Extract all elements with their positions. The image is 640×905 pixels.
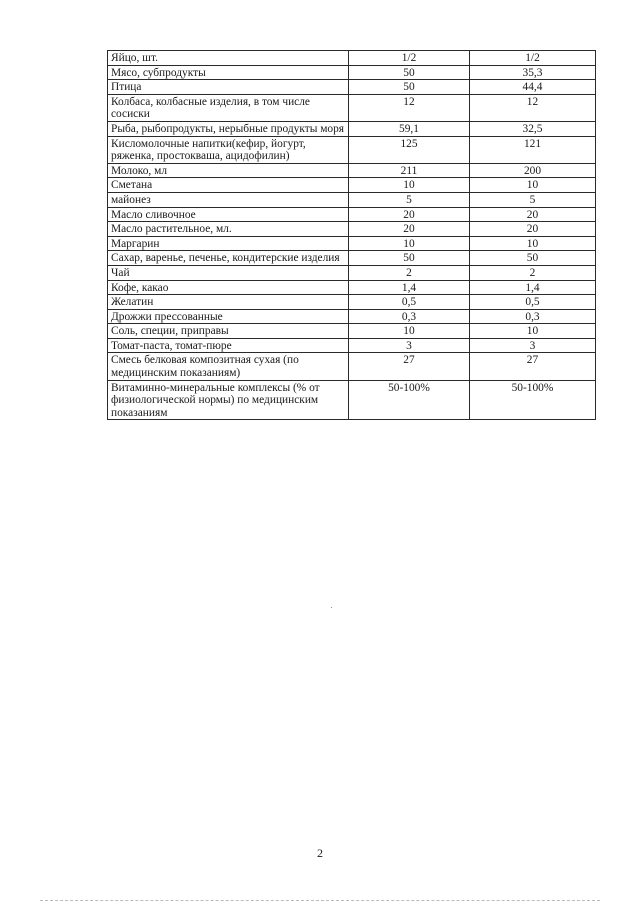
value-cell-2: 27	[470, 353, 596, 380]
value-cell-2: 121	[470, 136, 596, 163]
value-cell-1: 10	[349, 178, 470, 193]
value-cell-1: 20	[349, 222, 470, 237]
product-name-cell: Соль, специи, приправы	[108, 324, 349, 339]
product-name-cell: Молоко, мл	[108, 163, 349, 178]
product-name-cell: Сахар, варенье, печенье, кондитерские изделия	[108, 251, 349, 266]
value-cell-2: 0,3	[470, 309, 596, 324]
product-name-cell: Масло растительное, мл.	[108, 222, 349, 237]
value-cell-1: 5	[349, 192, 470, 207]
product-name-cell: Смесь белковая композитная сухая (по медицинским показаниям)	[108, 353, 349, 380]
value-cell-1: 50	[349, 251, 470, 266]
value-cell-1: 50-100%	[349, 380, 470, 420]
table-row	[108, 295, 596, 310]
table-row	[108, 236, 596, 251]
value-cell-2: 2	[470, 265, 596, 280]
value-cell-2: 32,5	[470, 121, 596, 136]
table-row	[108, 192, 596, 207]
value-cell-1: 0,3	[349, 309, 470, 324]
value-cell-1: 27	[349, 353, 470, 380]
product-name-cell: майонез	[108, 192, 349, 207]
value-cell-1: 0,5	[349, 295, 470, 310]
table-row	[108, 136, 596, 163]
value-cell-2: 200	[470, 163, 596, 178]
table-row	[108, 51, 596, 66]
product-name-cell: Дрожжи прессованные	[108, 309, 349, 324]
value-cell-1: 10	[349, 236, 470, 251]
table-row	[108, 65, 596, 80]
table-row	[108, 207, 596, 222]
table-row	[108, 163, 596, 178]
product-name-cell: Масло сливочное	[108, 207, 349, 222]
value-cell-1: 10	[349, 324, 470, 339]
product-name-cell: Кофе, какао	[108, 280, 349, 295]
value-cell-2: 10	[470, 178, 596, 193]
value-cell-1: 20	[349, 207, 470, 222]
value-cell-2: 5	[470, 192, 596, 207]
table-row	[108, 338, 596, 353]
value-cell-2: 20	[470, 222, 596, 237]
product-name-cell: Томат-паста, томат-пюре	[108, 338, 349, 353]
value-cell-1: 12	[349, 94, 470, 121]
value-cell-1: 50	[349, 80, 470, 95]
product-name-cell: Кисломолочные напитки(кефир, йогурт, ряженка, простокваша, ацидофилин)	[108, 136, 349, 163]
value-cell-1: 2	[349, 265, 470, 280]
value-cell-2: 3	[470, 338, 596, 353]
value-cell-2: 50-100%	[470, 380, 596, 420]
scan-edge-line	[40, 900, 600, 901]
value-cell-2: 0,5	[470, 295, 596, 310]
value-cell-1: 1,4	[349, 280, 470, 295]
product-name-cell: Витаминно-минеральные комплексы (% от физиологической нормы) по медицинским показаниям	[108, 380, 349, 420]
value-cell-2: 10	[470, 324, 596, 339]
value-cell-2: 50	[470, 251, 596, 266]
table-row	[108, 265, 596, 280]
product-name-cell: Яйцо, шт.	[108, 51, 349, 66]
value-cell-1: 3	[349, 338, 470, 353]
product-name-cell: Рыба, рыбопродукты, нерыбные продукты моря	[108, 121, 349, 136]
page-number: 2	[317, 846, 323, 860]
table-row	[108, 280, 596, 295]
product-name-cell: Мясо, субпродукты	[108, 65, 349, 80]
value-cell-2: 35,3	[470, 65, 596, 80]
table-row	[108, 94, 596, 121]
table-row	[108, 324, 596, 339]
table-row	[108, 121, 596, 136]
value-cell-2: 44,4	[470, 80, 596, 95]
product-name-cell: Маргарин	[108, 236, 349, 251]
product-name-cell: Птица	[108, 80, 349, 95]
value-cell-1: 1/2	[349, 51, 470, 66]
product-name-cell: Желатин	[108, 295, 349, 310]
value-cell-2: 1/2	[470, 51, 596, 66]
value-cell-2: 1,4	[470, 280, 596, 295]
food-ration-table	[107, 50, 596, 420]
table-row	[108, 222, 596, 237]
table-row	[108, 380, 596, 420]
product-name-cell: Чай	[108, 265, 349, 280]
value-cell-2: 20	[470, 207, 596, 222]
value-cell-1: 211	[349, 163, 470, 178]
value-cell-2: 12	[470, 94, 596, 121]
value-cell-1: 125	[349, 136, 470, 163]
scan-speck	[331, 607, 332, 608]
table-row	[108, 80, 596, 95]
value-cell-1: 59,1	[349, 121, 470, 136]
table-row	[108, 309, 596, 324]
value-cell-1: 50	[349, 65, 470, 80]
product-name-cell: Колбаса, колбасные изделия, в том числе сосиски	[108, 94, 349, 121]
value-cell-2: 10	[470, 236, 596, 251]
product-name-cell: Сметана	[108, 178, 349, 193]
table-row	[108, 251, 596, 266]
table-row	[108, 178, 596, 193]
table-row	[108, 353, 596, 380]
